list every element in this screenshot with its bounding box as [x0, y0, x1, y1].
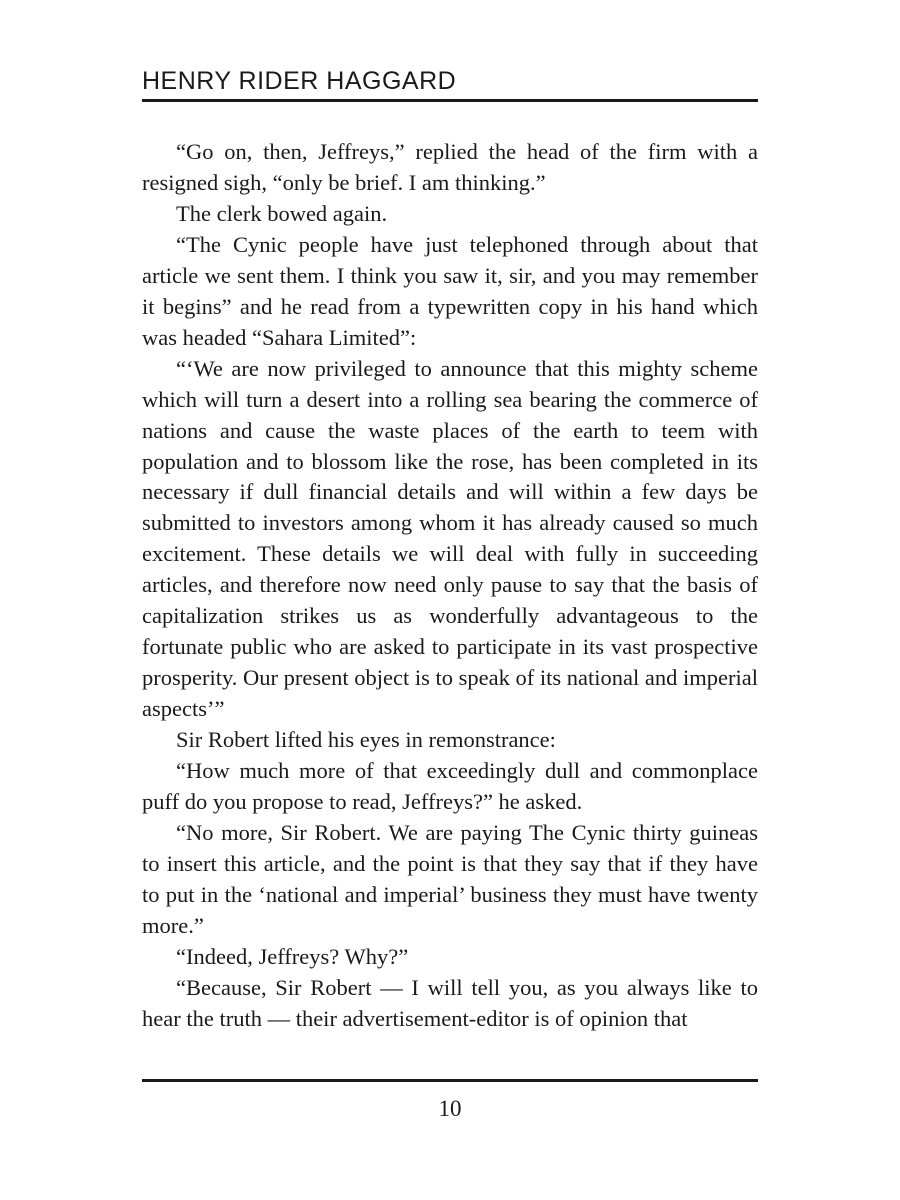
paragraph: “Go on, then, Jeffreys,” replied the head of the firm with a resigned sigh, “only be brief. I am thinking.” [142, 139, 758, 195]
paragraph: “Because, Sir Robert — I will tell you, as you always like to hear the truth — their advertisement-editor is of opinion that [142, 974, 758, 1031]
footer-rule [142, 1079, 758, 1082]
paragraph: “No more, Sir Robert. We are paying The Cynic thirty guineas to insert this article, and the point is that they say that if they have to put in the ‘national and imperial’ business they must have twenty more.” [142, 819, 758, 938]
header-rule [142, 99, 758, 102]
paragraph: “‘We are now privileged to announce that this mighty scheme which will turn a desert into a rolling sea bearing the commerce of nations and cause the waste places of the earth to teem with population and to blossom like the rose, has been completed in its necessary if dull financial details and will within a few days be submitted to investors among whom it has already caused so much excitement. These details we will deal with fully in succeeding articles, and therefore now need only pause to say that the basis of capitalization strikes us as wonderfully advantageous to the fortunate public who are asked to participate in its vast prospective prosperity. Our present object is to speak of its national and imperial aspects’” [142, 355, 758, 722]
paragraph: “How much more of that exceedingly dull and commonplace puff do you propose to read, Jeffreys?” he asked. [142, 758, 758, 815]
page-number: 10 [438, 1096, 462, 1121]
paragraph: Sir Robert lifted his eyes in remonstrance: [176, 727, 556, 753]
running-head: HENRY RIDER HAGGARD [142, 67, 457, 95]
paragraph: “The Cynic people have just telephoned through about that article we sent them. I think you saw it, sir, and you may remember it begins” and he read from a typewritten copy in his hand which was headed “Sahara Limited”: [142, 231, 758, 350]
paragraph: “Indeed, Jeffreys? Why?” [176, 943, 409, 969]
paragraph: The clerk bowed again. [176, 200, 388, 226]
body-text [142, 137, 758, 1035]
